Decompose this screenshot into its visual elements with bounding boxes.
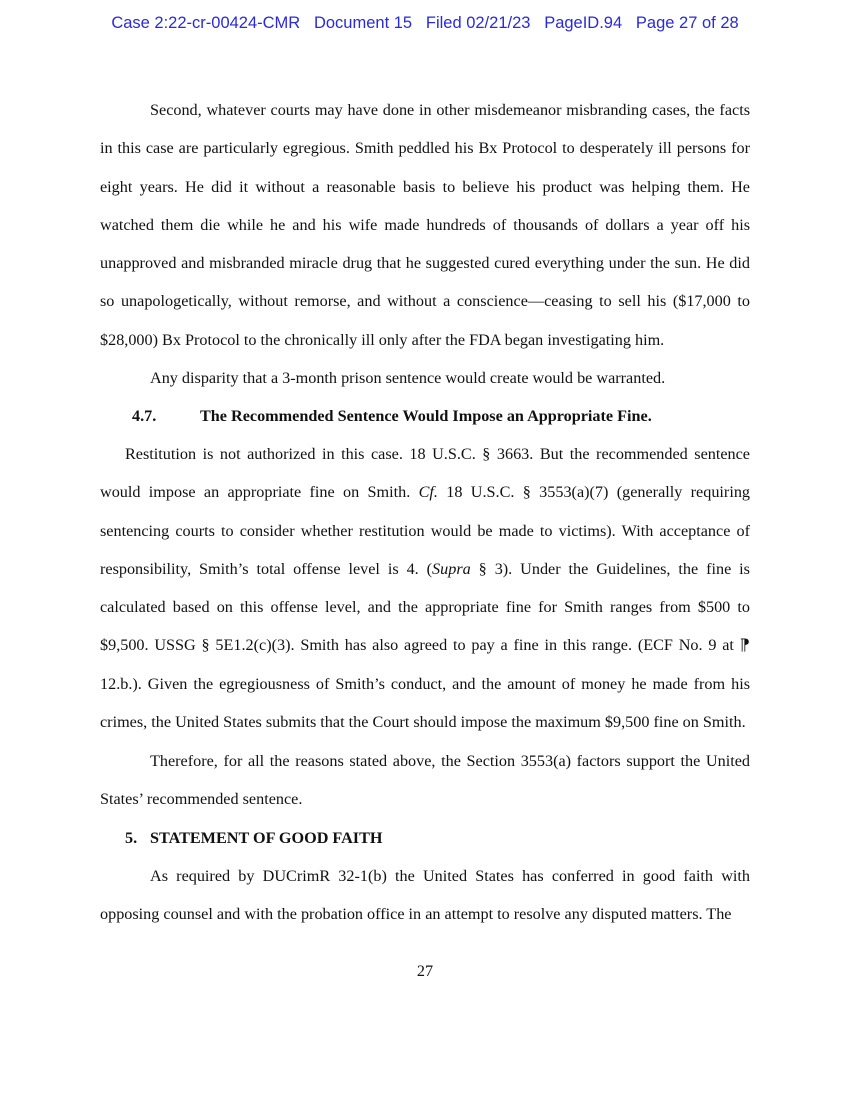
paragraph-disparity: Any disparity that a 3-month prison sentence would create would be warranted. xyxy=(150,369,666,387)
fine-text-part-2: 18 U.S.C. § 3553(a)(7) (generally requiring sentencing courts to consider whether restitution would be made to victims). With acceptance of responsibility, Smith’s total offense level is 4. ( xyxy=(100,483,751,578)
cf-signal: Cf. xyxy=(418,483,438,502)
paragraph-restitution-fine xyxy=(100,435,750,741)
paragraph-good-faith: As required by DUCrimR 32-1(b) the United States has conferred in good faith with opposing counsel and with the probation office in an attempt to resolve any disputed matters. The xyxy=(100,867,750,924)
page-number: 27 xyxy=(416,962,434,980)
section-heading-4-7-title: The Recommended Sentence Would Impose an Appropriate Fine. xyxy=(200,407,652,425)
paragraph-egregious-facts: Second, whatever courts may have done in other misdemeanor misbranding cases, the facts in this case are particularly egregious. Smith peddled his Bx Protocol to desperately ill persons for eight years. He did it without a reasonable basis to believe his product was helping them. He watched them die while he and his wife made hundreds of thousands of dollars a year off his unapproved and misbranded miracle drug that he suggested cured everything under the sun. He did so unapologetically, without remorse, and without a conscience—ceasing to sell his ($17,000 to $28,000) Bx Protocol to the chronically ill only after the FDA began investigating him. xyxy=(100,101,750,349)
section-heading-5-number: 5. xyxy=(125,829,138,847)
fine-text-part-3: § 3). Under the Guidelines, the fine is calculated based on this offense level, and the appropriate fine for Smith ranges from $500 to $9,500. USSG § 5E1.2(c)(3). Smith has also agreed to pay a fine in this range. (ECF No. 9 at ⁋ 12.b.). Given the egregiousness of Smith’s conduct, and the amount of money he made from his crimes, the United States submits that the Court should impose the maximum $9,500 fine on Smith. xyxy=(100,559,750,732)
case-header: Case 2:22-cr-00424-CMR Document 15 Filed 02/21/23 PageID.94 Page 27 of 28 xyxy=(111,14,739,32)
section-heading-4-7-number: 4.7. xyxy=(132,407,157,425)
paragraph-section-3553-conclusion: Therefore, for all the reasons stated above, the Section 3553(a) factors support the United States’ recommended sentence. xyxy=(100,752,750,809)
fine-text-part-1: Restitution is not authorized in this case. 18 U.S.C. § 3663. But the recommended sentence would impose an appropriate fine on Smith. xyxy=(100,445,750,502)
supra-signal: Supra xyxy=(432,559,471,578)
section-heading-5-title: STATEMENT OF GOOD FAITH xyxy=(150,829,383,847)
